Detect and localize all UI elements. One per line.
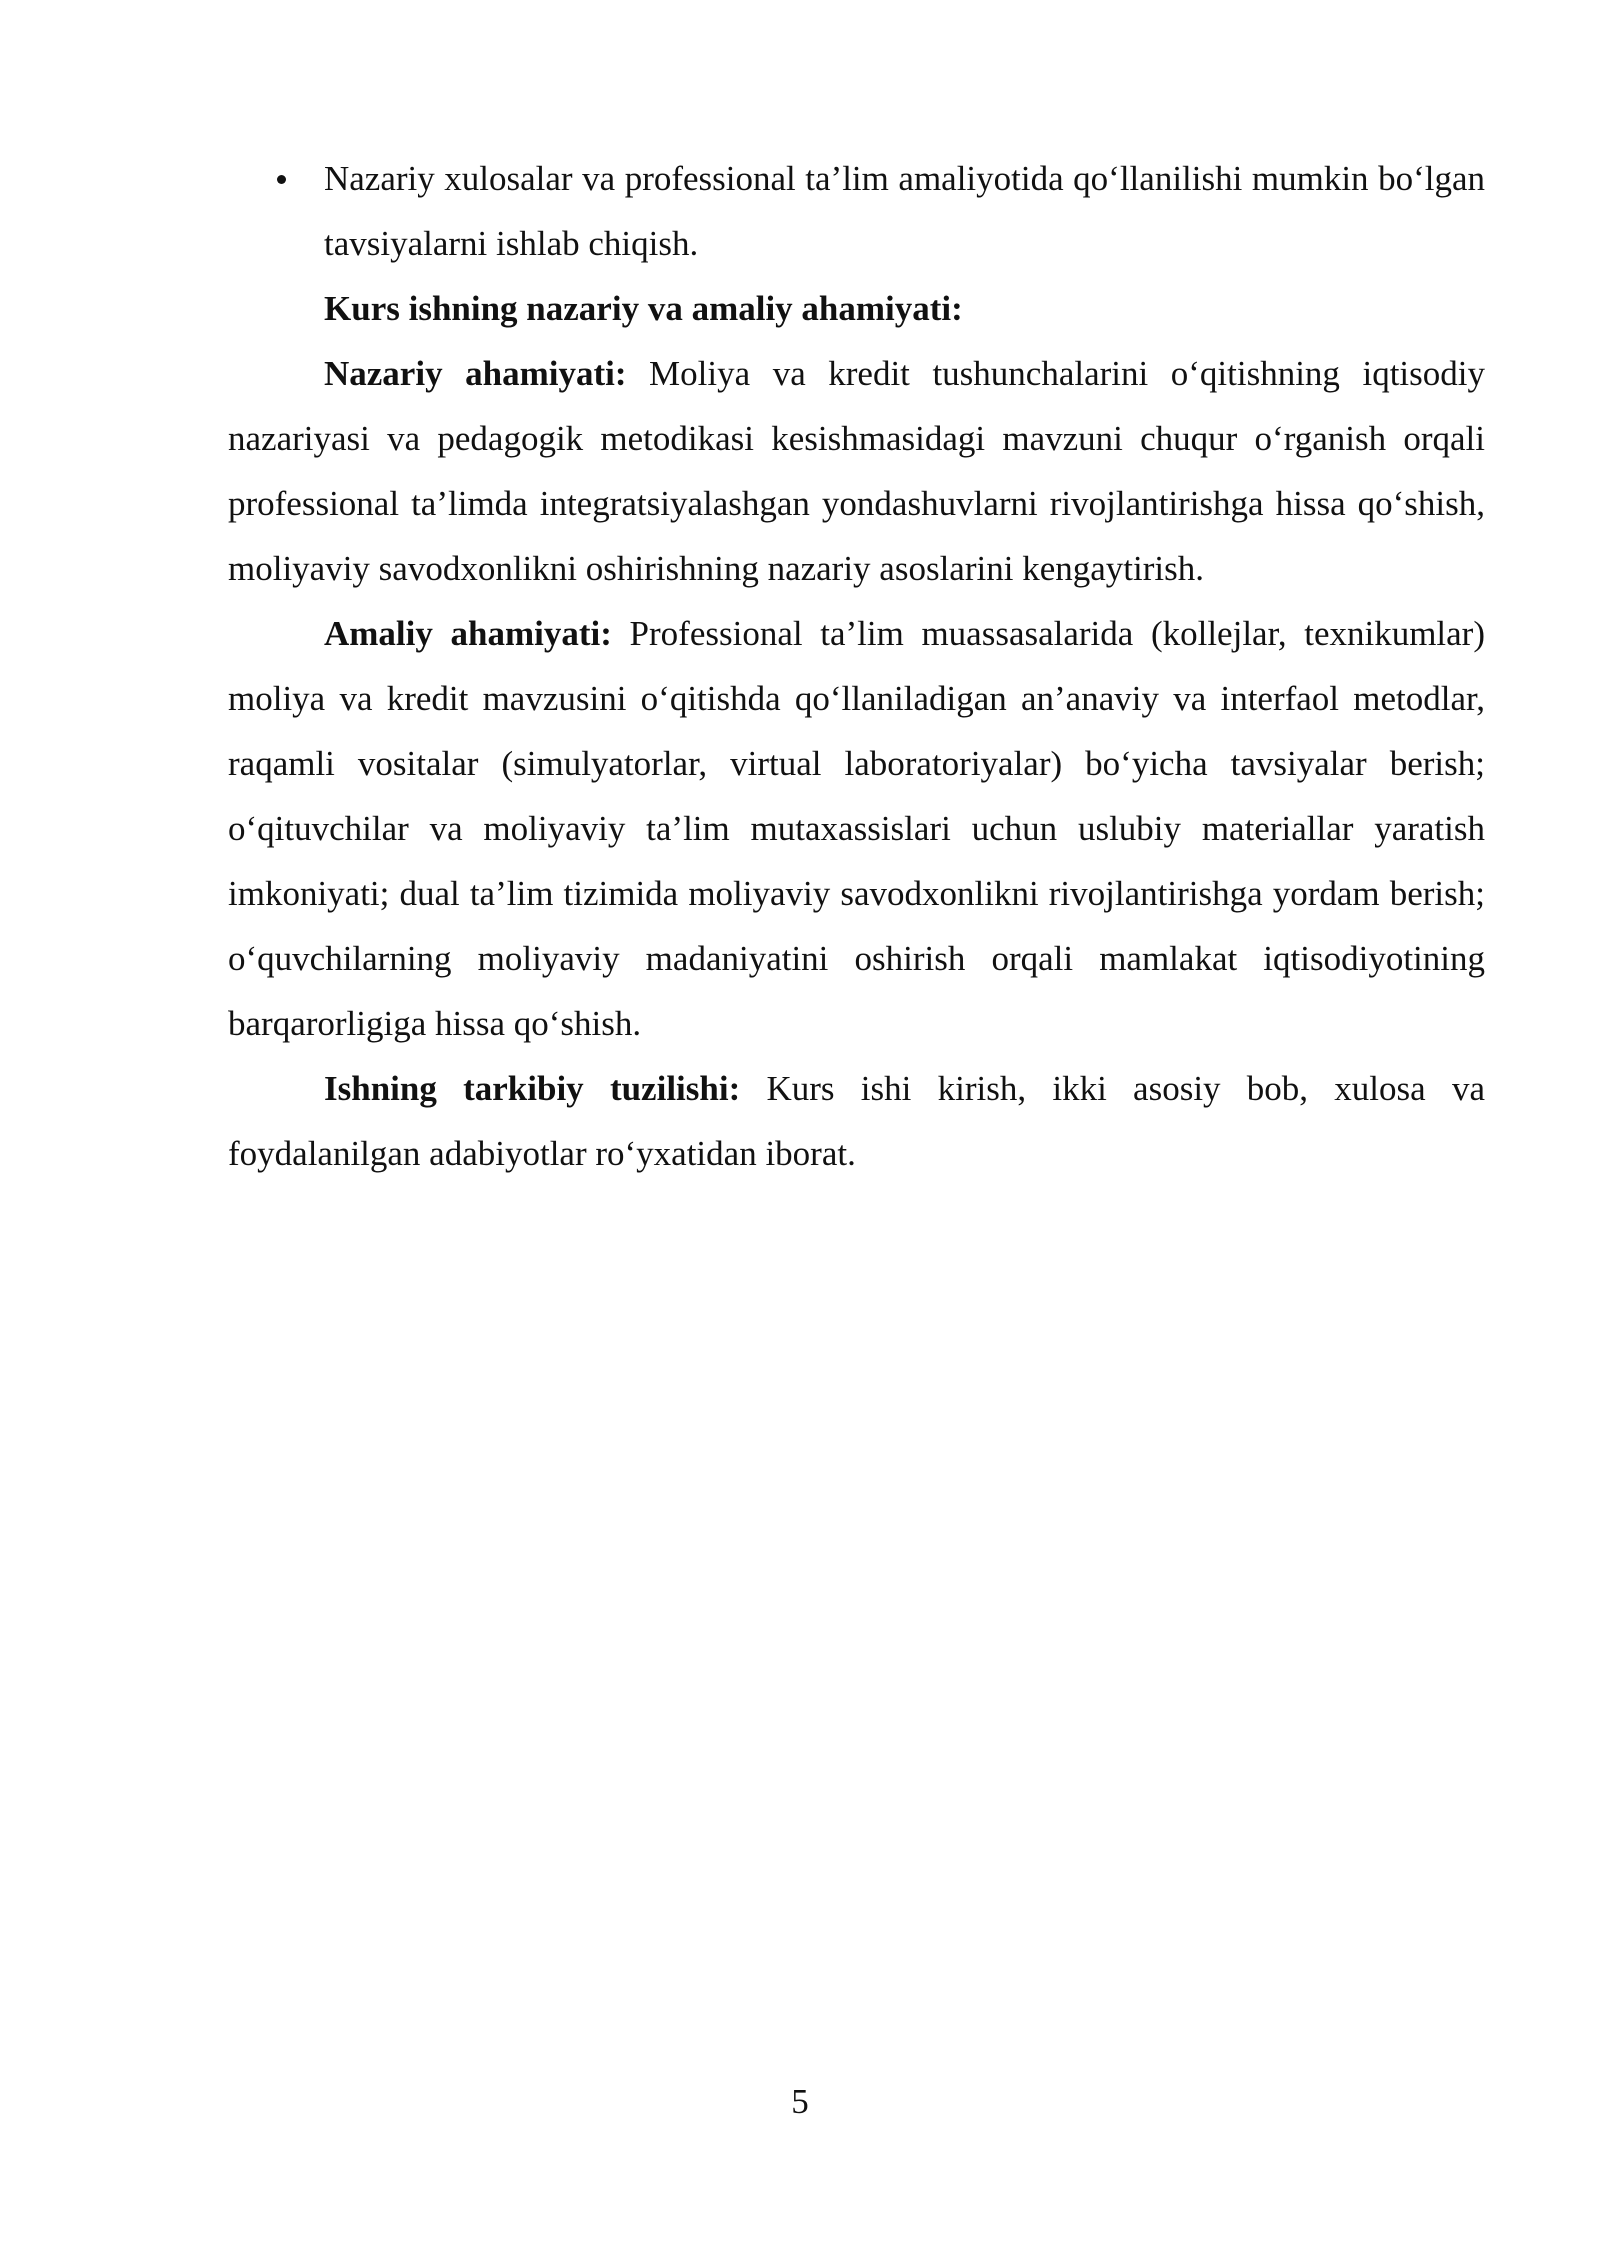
paragraph-work-structure — [228, 1056, 1485, 1186]
page-content — [228, 146, 1485, 1186]
paragraph-label: Nazariy ahamiyati: — [324, 354, 627, 393]
paragraph-text: Kurs ishi kirish, ikki asosiy bob, xulosa va foydalanilgan adabiyotlar ro‘yxatidan iborat. — [228, 1069, 1485, 1173]
paragraph-label: Amaliy ahamiyati: — [324, 614, 612, 653]
paragraph-theoretical-significance — [228, 341, 1485, 601]
paragraph-text: Professional ta’lim muassasalarida (kollejlar, texnikumlar) moliya va kredit mavzusini o‘qitishda qo‘llaniladigan an’anaviy va interfaol metodlar, raqamli vositalar (simulyatorlar, virtual laboratoriyalar) bo‘yicha tavsiyalar berish; o‘qituvchilar va moliyaviy ta’lim mutaxassislari uchun uslubiy materiallar yaratish imkoniyati; dual ta’lim tizimida moliyaviy savodxonlikni rivojlantirishga yordam berish; o‘quvchilarning moliyaviy madaniyatini oshirish orqali mamlakat iqtisodiyotining barqarorligiga hissa qo‘shish. — [228, 614, 1485, 1043]
bullet-icon — [277, 175, 286, 184]
page-number: 5 — [791, 2082, 809, 2121]
paragraph-text: Moliya va kredit tushunchalarini o‘qitishning iqtisodiy nazariyasi va pedagogik metodikasi kesishmasidagi mavzuni chuqur o‘rganish orqali professional ta’limda integratsiyalashgan yondashuvlarni rivojlantirishga hissa qo‘shish, moliyaviy savodxonlikni oshirishning nazariy asoslarini kengaytirish. — [228, 354, 1485, 588]
bullet-list-item — [228, 146, 1485, 276]
paragraph-practical-significance — [228, 601, 1485, 1056]
section-heading: Kurs ishning nazariy va amaliy ahamiyati: — [324, 289, 963, 328]
paragraph-label: Ishning tarkibiy tuzilishi: — [324, 1069, 741, 1108]
bullet-text: Nazariy xulosalar va professional ta’lim amaliyotida qo‘llanilishi mumkin bo‘lgan tavsiyalarni ishlab chiqish. — [324, 159, 1485, 263]
